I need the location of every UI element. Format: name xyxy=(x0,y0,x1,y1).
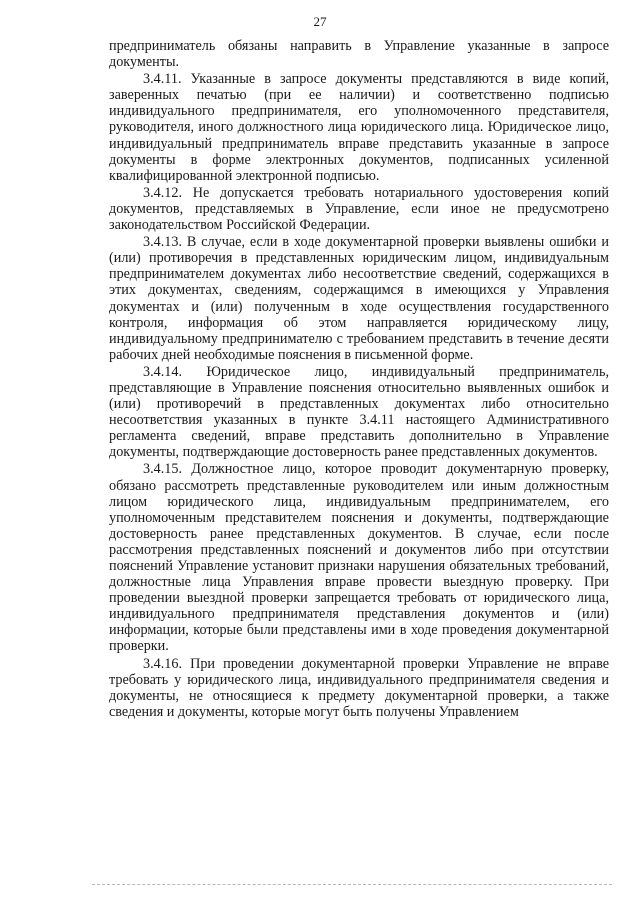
page-number: 27 xyxy=(313,14,327,29)
paragraph-3-4-11: 3.4.11. Указанные в запросе документы представляются в виде копий, заверенных печатью (при ее наличии) и соответственно подписью индивидуального предпринимателя, его уполномоченного представителя, руководителя, иного должностного лица юридического лица. Юридическое лицо, индивидуальный предприниматель вправе представить указанные в запросе документы в форме электронных документов, подписанных усиленной квалифицированной электронной подписью. xyxy=(109,71,609,184)
paragraph-3-4-13: 3.4.13. В случае, если в ходе документарной проверки выявлены ошибки и (или) противоречия в представленных юридическим лицом, индивидуальным предпринимателем документах либо несоответствие сведений, содержащихся в этих документах, сведениям, содержащимся в имеющихся у Управления документах и (или) полученным в ходе осуществления государственного контроля, информация об этом направляется юридическому лицу, индивидуальному предпринимателю с требованием представить в течение десяти рабочих дней необходимые пояснения в письменной форме. xyxy=(109,234,609,363)
paragraph-3-4-14: 3.4.14. Юридическое лицо, индивидуальный предприниматель, представляющие в Управление пояснения относительно выявленных ошибок и (или) противоречий в представленных документах либо относительно несоответствия указанных в пункте 3.4.11 настоящего Административного регламента сведений, вправе представить дополнительно в Управление документы, подтверждающие достоверность ранее представленных документов. xyxy=(109,363,609,461)
document-body xyxy=(109,38,609,721)
paragraph-continuation: предприниматель обязаны направить в Управление указанные в запросе документы. xyxy=(109,38,609,71)
paragraph-3-4-15: 3.4.15. Должностное лицо, которое проводит документарную проверку, обязано рассмотреть представленные руководителем или иным должностным лицом юридического лица, индивидуальным предпринимателем, его уполномоченным представителем пояснения и документы, подтверждающие достоверность ранее представленных документов. В случае, если после рассмотрения представленных пояснений и документов либо при отсутствии пояснений Управление установит признаки нарушения обязательных требований, должностные лица Управления вправе провести выездную проверку. При проведении выездной проверки запрещается требовать от юридического лица, индивидуального предпринимателя представления документов и (или) информации, которые были представлены ими в ходе проведения документарной проверки. xyxy=(109,461,609,655)
paragraph-3-4-16: 3.4.16. При проведении документарной проверки Управление не вправе требовать у юридического лица, индивидуального предпринимателя сведения и документы, не относящиеся к предмету документарной проверки, а также сведения и документы, которые могут быть получены Управлением xyxy=(109,655,609,720)
scan-artifact-line xyxy=(92,884,612,885)
paragraph-3-4-12: 3.4.12. Не допускается требовать нотариального удостоверения копий документов, представляемых в Управление, если иное не предусмотрено законодательством Российской Федерации. xyxy=(109,184,609,234)
